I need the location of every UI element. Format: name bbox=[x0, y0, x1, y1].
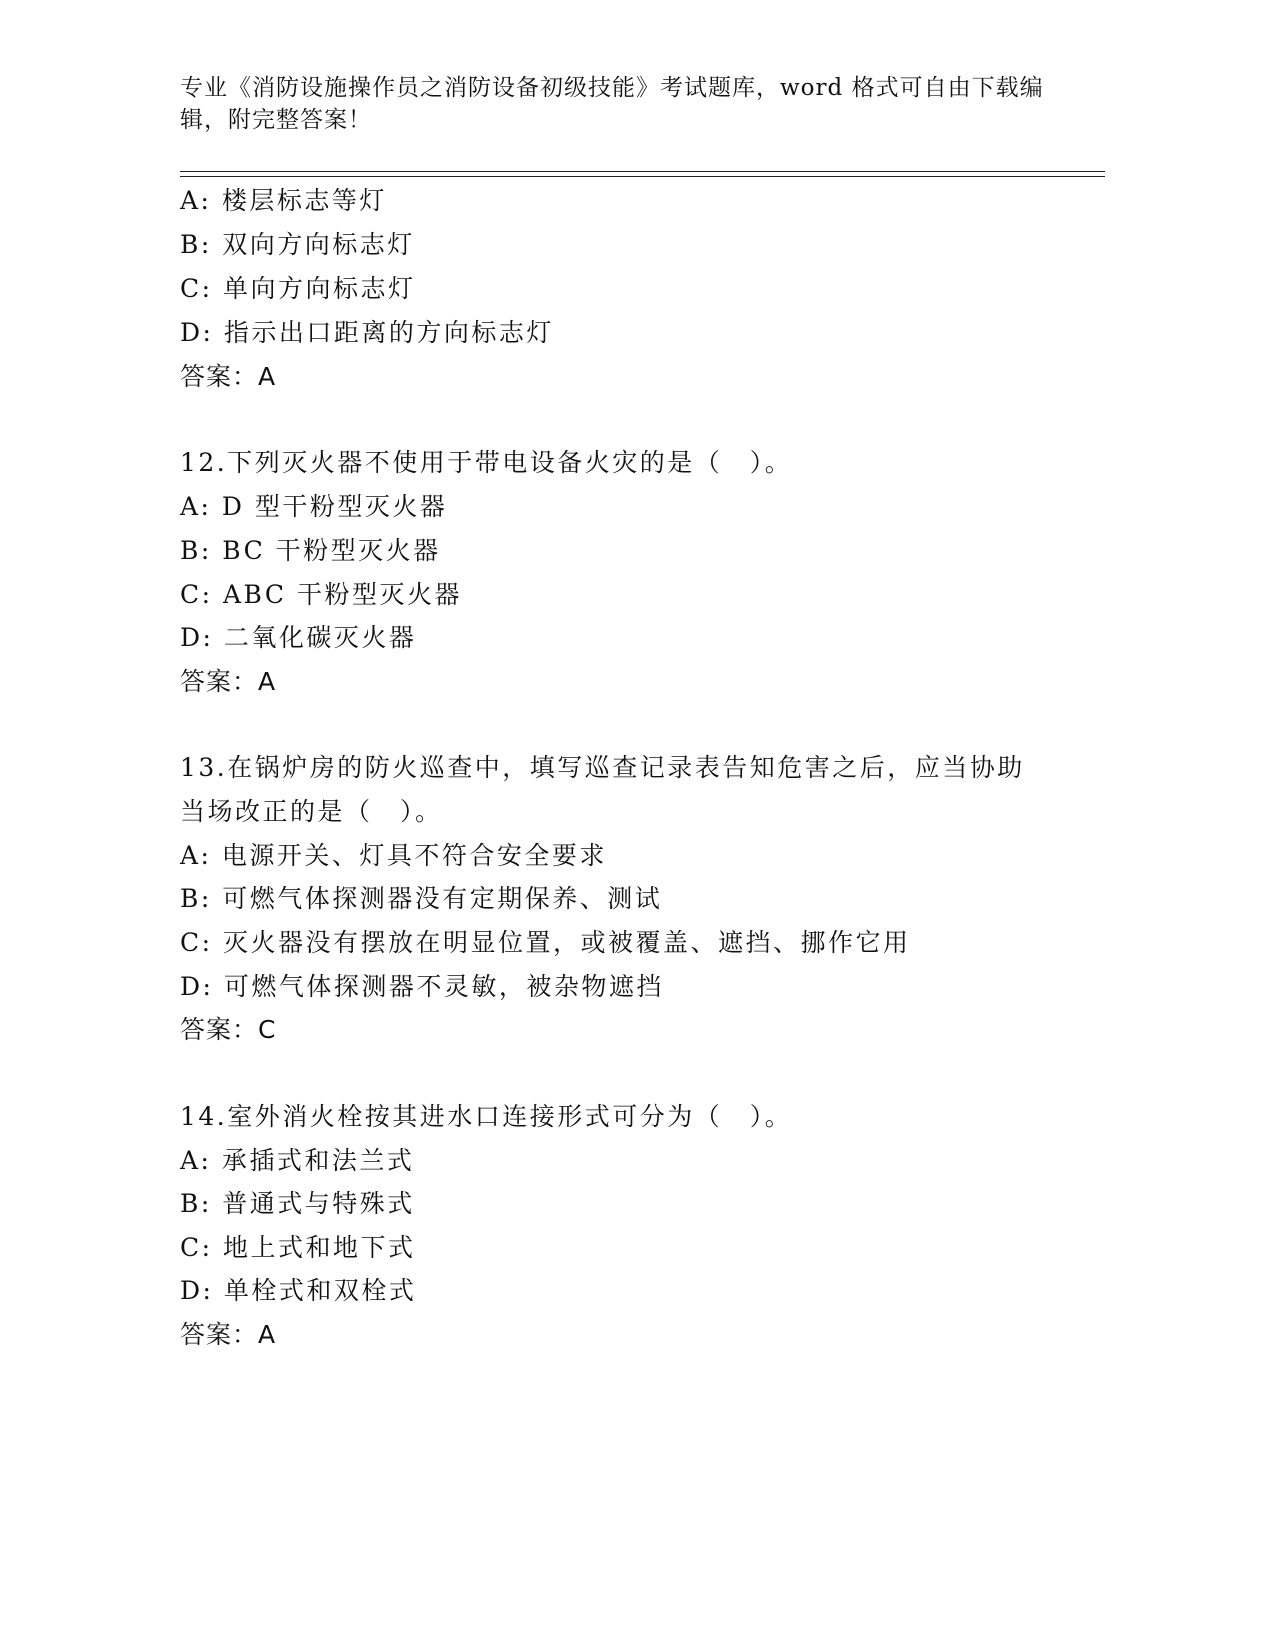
option-d: D: 可燃气体探测器不灵敏，被杂物遮挡 bbox=[180, 972, 664, 1001]
header-divider-top bbox=[180, 171, 1105, 172]
document-header bbox=[180, 72, 1060, 136]
option-d: D: 二氧化碳灭火器 bbox=[180, 623, 417, 652]
option-b: B: 普通式与特殊式 bbox=[180, 1189, 415, 1218]
option-a: A: 承插式和法兰式 bbox=[180, 1146, 415, 1175]
answer-line: 答案：A bbox=[180, 362, 277, 391]
header-line-2: 辑，附完整答案！ bbox=[180, 107, 372, 133]
option-a: A: 楼层标志等灯 bbox=[180, 186, 387, 215]
option-c: C: 单向方向标志灯 bbox=[180, 274, 416, 303]
question-12: 12.下列灭火器不使用于带电设备火灾的是（ ）。 bbox=[180, 448, 793, 477]
option-b: B: 双向方向标志灯 bbox=[180, 230, 415, 259]
option-c: C: ABC 干粉型灭火器 bbox=[180, 580, 462, 609]
option-b: B: 可燃气体探测器没有定期保养、测试 bbox=[180, 884, 663, 913]
answer-line: 答案：C bbox=[180, 1015, 277, 1044]
option-c: C: 地上式和地下式 bbox=[180, 1233, 416, 1262]
header-divider-bottom bbox=[180, 176, 1105, 177]
answer-line: 答案：A bbox=[180, 1320, 277, 1349]
option-a: A: D 型干粉型灭火器 bbox=[180, 492, 448, 521]
option-d: D: 单栓式和双栓式 bbox=[180, 1276, 417, 1305]
option-c: C: 灭火器没有摆放在明显位置，或被覆盖、遮挡、挪作它用 bbox=[180, 928, 911, 957]
question-14: 14.室外消火栓按其进水口连接形式可分为（ ）。 bbox=[180, 1102, 793, 1131]
option-b: B: BC 干粉型灭火器 bbox=[180, 536, 441, 565]
option-a: A: 电源开关、灯具不符合安全要求 bbox=[180, 841, 607, 870]
option-d: D: 指示出口距离的方向标志灯 bbox=[180, 318, 554, 347]
question-13-line-1: 13.在锅炉房的防火巡查中，填写巡查记录表告知危害之后，应当协助 bbox=[180, 753, 1025, 782]
question-13-line-2: 当场改正的是（ ）。 bbox=[180, 797, 443, 826]
answer-line: 答案：A bbox=[180, 667, 277, 696]
header-line-1: 专业《消防设施操作员之消防设备初级技能》考试题库，word 格式可自由下载编 bbox=[180, 75, 1044, 101]
